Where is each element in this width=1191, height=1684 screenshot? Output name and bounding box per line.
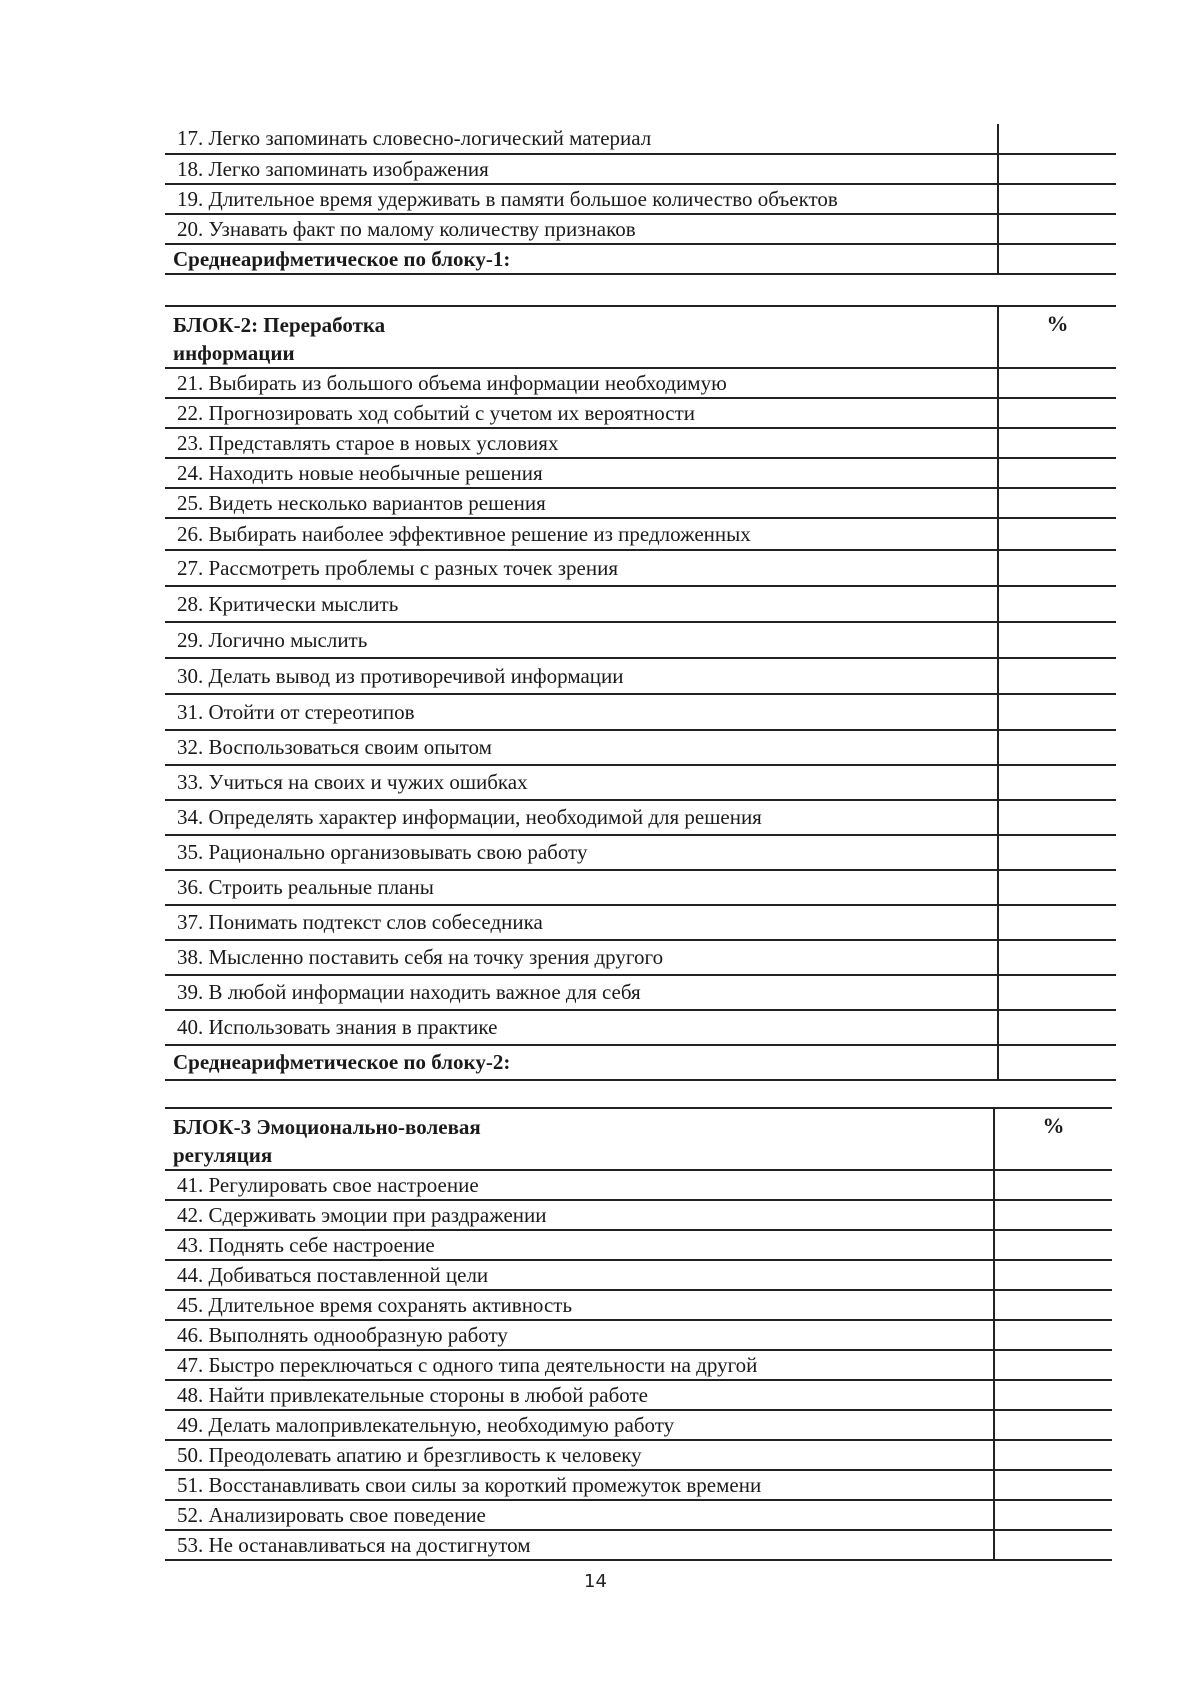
- table-row: [165, 1500, 1112, 1530]
- percent-cell[interactable]: [994, 1260, 1112, 1290]
- percent-cell[interactable]: [998, 398, 1116, 428]
- percent-cell[interactable]: [998, 765, 1116, 800]
- percent-cell[interactable]: [994, 1350, 1112, 1380]
- percent-cell[interactable]: [994, 1230, 1112, 1260]
- item-text: 33. Учиться на своих и чужих ошибках: [165, 765, 998, 800]
- item-text: 18. Легко запоминать изображения: [165, 154, 998, 184]
- table-row: [165, 905, 1116, 940]
- table-row: [165, 154, 1116, 184]
- item-text: 41. Регулировать свое настроение: [165, 1170, 994, 1200]
- percent-cell[interactable]: [998, 800, 1116, 835]
- table-row: [165, 622, 1116, 658]
- page-number: 14: [584, 1571, 607, 1592]
- table-row: [165, 184, 1116, 214]
- item-text: 23. Представлять старое в новых условиях: [165, 428, 998, 458]
- percent-cell[interactable]: [998, 1010, 1116, 1045]
- percent-cell[interactable]: [994, 1170, 1112, 1200]
- percent-cell[interactable]: [994, 1470, 1112, 1500]
- table-row: [165, 488, 1116, 518]
- item-text: 40. Использовать знания в практике: [165, 1010, 998, 1045]
- block-title-line-2: информации: [173, 341, 295, 365]
- table-row: [165, 940, 1116, 975]
- table-row: [165, 214, 1116, 244]
- average-label: Среднеарифметическое по блоку-2:: [165, 1045, 998, 1080]
- item-text: 45. Длительное время сохранять активность: [165, 1290, 994, 1320]
- percent-cell[interactable]: [998, 184, 1116, 214]
- table-row: [165, 586, 1116, 622]
- block-title: [165, 1108, 994, 1170]
- table-row: [165, 1410, 1112, 1440]
- average-cell[interactable]: [998, 244, 1116, 274]
- percent-cell[interactable]: [998, 488, 1116, 518]
- item-text: 39. В любой информации находить важное для себя: [165, 975, 998, 1010]
- item-text: 37. Понимать подтекст слов собеседника: [165, 905, 998, 940]
- percent-cell[interactable]: [994, 1200, 1112, 1230]
- item-text: 44. Добиваться поставленной цели: [165, 1260, 994, 1290]
- table-row: [165, 694, 1116, 730]
- block-2-table: [165, 305, 1116, 1081]
- table-row: [165, 368, 1116, 398]
- item-text: 27. Рассмотреть проблемы с разных точек зрения: [165, 550, 998, 586]
- item-text: 36. Строить реальные планы: [165, 870, 998, 905]
- table-row: [165, 1530, 1112, 1560]
- block-title-line-2: регуляция: [173, 1143, 273, 1167]
- percent-cell[interactable]: [998, 214, 1116, 244]
- percent-cell[interactable]: [998, 428, 1116, 458]
- block-title: [165, 306, 998, 368]
- item-text: 32. Воспользоваться своим опытом: [165, 730, 998, 765]
- percent-cell[interactable]: [998, 124, 1116, 154]
- item-text: 26. Выбирать наиболее эффективное решение из предложенных: [165, 518, 998, 550]
- average-row: [165, 1045, 1116, 1080]
- average-cell[interactable]: [998, 1045, 1116, 1080]
- block-3-table: [165, 1107, 1112, 1561]
- percent-cell[interactable]: [998, 658, 1116, 694]
- item-text: 46. Выполнять однообразную работу: [165, 1320, 994, 1350]
- table-row: [165, 1290, 1112, 1320]
- item-text: 19. Длительное время удерживать в памяти большое количество объектов: [165, 184, 998, 214]
- table-row: [165, 1230, 1112, 1260]
- table-row: [165, 1440, 1112, 1470]
- table-row: [165, 124, 1116, 154]
- item-text: 25. Видеть несколько вариантов решения: [165, 488, 998, 518]
- item-text: 47. Быстро переключаться с одного типа деятельности на другой: [165, 1350, 994, 1380]
- block-title-line-1: БЛОК-2: Переработка: [173, 313, 386, 337]
- block-1-table: [165, 124, 1116, 275]
- table-row: [165, 658, 1116, 694]
- item-text: 20. Узнавать факт по малому количеству признаков: [165, 214, 998, 244]
- item-text: 17. Легко запоминать словесно-логический материал: [165, 124, 998, 154]
- table-row: [165, 835, 1116, 870]
- percent-cell[interactable]: [994, 1500, 1112, 1530]
- item-text: 38. Мысленно поставить себя на точку зрения другого: [165, 940, 998, 975]
- item-text: 34. Определять характер информации, необходимой для решения: [165, 800, 998, 835]
- percent-cell[interactable]: [998, 835, 1116, 870]
- block-header-row: [165, 306, 1116, 368]
- percent-cell[interactable]: [998, 870, 1116, 905]
- percent-cell[interactable]: [994, 1380, 1112, 1410]
- percent-header: %: [998, 306, 1116, 368]
- item-text: 35. Рационально организовывать свою работу: [165, 835, 998, 870]
- block-header-row: [165, 1108, 1112, 1170]
- percent-cell[interactable]: [998, 940, 1116, 975]
- block-title-line-1: БЛОК-3 Эмоционально-волевая: [173, 1115, 481, 1139]
- percent-cell[interactable]: [998, 694, 1116, 730]
- percent-header: %: [994, 1108, 1112, 1170]
- percent-cell[interactable]: [998, 550, 1116, 586]
- table-row: [165, 550, 1116, 586]
- item-text: 29. Логично мыслить: [165, 622, 998, 658]
- item-text: 49. Делать малопривлекательную, необходимую работу: [165, 1410, 994, 1440]
- percent-cell[interactable]: [998, 730, 1116, 765]
- table-row: [165, 1350, 1112, 1380]
- table-row: [165, 1200, 1112, 1230]
- table-row: [165, 800, 1116, 835]
- percent-cell[interactable]: [994, 1320, 1112, 1350]
- average-row: [165, 244, 1116, 274]
- percent-cell[interactable]: [994, 1530, 1112, 1560]
- table-row: [165, 975, 1116, 1010]
- table-row: [165, 1470, 1112, 1500]
- table-row: [165, 730, 1116, 765]
- percent-cell[interactable]: [998, 458, 1116, 488]
- table-row: [165, 870, 1116, 905]
- table-row: [165, 428, 1116, 458]
- percent-cell[interactable]: [998, 622, 1116, 658]
- item-text: 48. Найти привлекательные стороны в любой работе: [165, 1380, 994, 1410]
- item-text: 31. Отойти от стереотипов: [165, 694, 998, 730]
- item-text: 42. Сдерживать эмоции при раздражении: [165, 1200, 994, 1230]
- percent-cell[interactable]: [998, 154, 1116, 184]
- item-text: 24. Находить новые необычные решения: [165, 458, 998, 488]
- percent-cell[interactable]: [998, 586, 1116, 622]
- table-row: [165, 1380, 1112, 1410]
- item-text: 28. Критически мыслить: [165, 586, 998, 622]
- percent-cell[interactable]: [998, 975, 1116, 1010]
- item-text: 53. Не останавливаться на достигнутом: [165, 1530, 994, 1560]
- item-text: 21. Выбирать из большого объема информации необходимую: [165, 368, 998, 398]
- table-row: [165, 518, 1116, 550]
- table-row: [165, 458, 1116, 488]
- table-row: [165, 398, 1116, 428]
- item-text: 50. Преодолевать апатию и брезгливость к человеку: [165, 1440, 994, 1470]
- item-text: 43. Поднять себе настроение: [165, 1230, 994, 1260]
- item-text: 51. Восстанавливать свои силы за короткий промежуток времени: [165, 1470, 994, 1500]
- item-text: 22. Прогнозировать ход событий с учетом их вероятности: [165, 398, 998, 428]
- table-row: [165, 1170, 1112, 1200]
- table-row: [165, 1010, 1116, 1045]
- percent-cell[interactable]: [994, 1290, 1112, 1320]
- table-row: [165, 765, 1116, 800]
- percent-cell[interactable]: [994, 1440, 1112, 1470]
- table-row: [165, 1260, 1112, 1290]
- average-label: Среднеарифметическое по блоку-1:: [165, 244, 998, 274]
- percent-cell[interactable]: [994, 1410, 1112, 1440]
- percent-cell[interactable]: [998, 518, 1116, 550]
- table-row: [165, 1320, 1112, 1350]
- percent-cell[interactable]: [998, 905, 1116, 940]
- percent-cell[interactable]: [998, 368, 1116, 398]
- item-text: 30. Делать вывод из противоречивой информации: [165, 658, 998, 694]
- item-text: 52. Анализировать свое поведение: [165, 1500, 994, 1530]
